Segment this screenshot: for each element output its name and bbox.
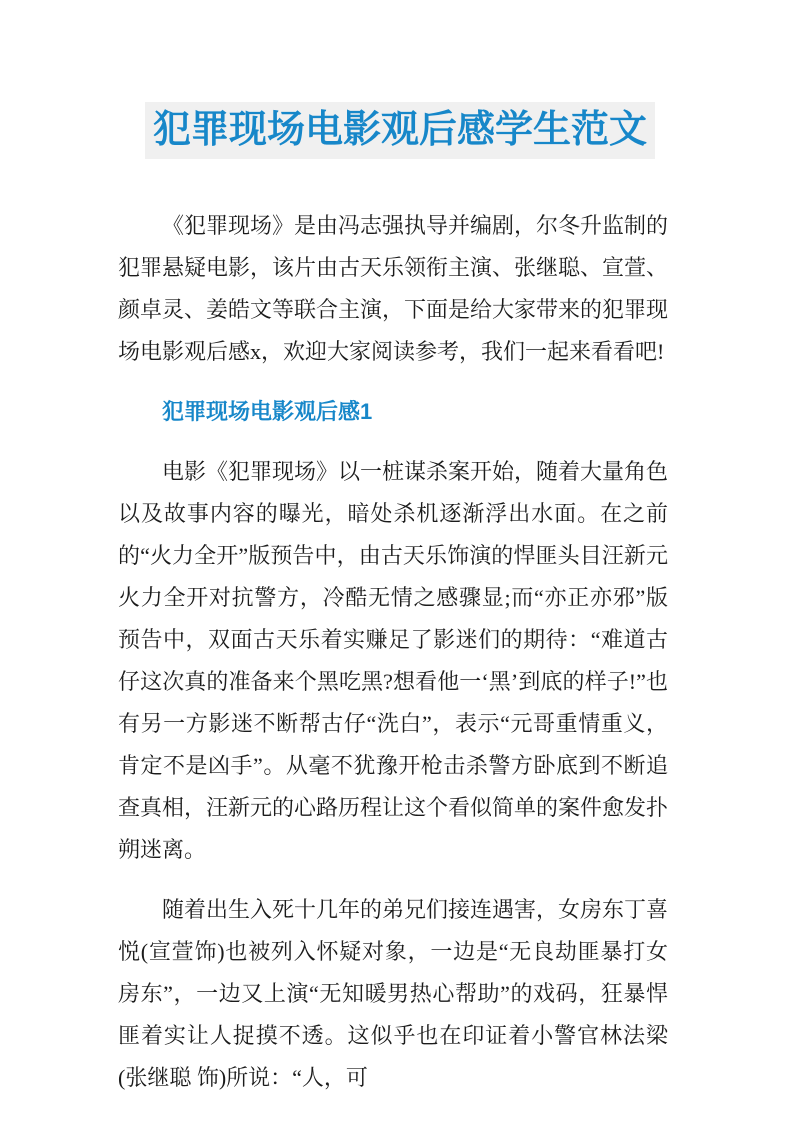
intro-paragraph: 《犯罪现场》是由冯志强执导并编剧，尔冬升监制的犯罪悬疑电影，该片由古天乐领衔主演、张继聪、宣萱、颜卓灵、姜皓文等联合主演，下面是给大家带来的犯罪现场电影观后感x，欢迎大家阅读参考，我们一起来看看吧!	[118, 213, 669, 364]
page-title	[0, 0, 800, 159]
review-paragraph-2: 随着出生入死十几年的弟兄们接连遇害，女房东丁喜悦(宣萱饰)也被列入怀疑对象，一边是“无良劫匪暴打女房东”，一边又上演“无知暖男热心帮助”的戏码，狂暴悍匪着实让人捉摸不透。这似乎也在印证着小警官林法梁(张继聪 饰)所说：“人，可	[118, 897, 669, 1090]
page-title-text: 犯罪现场电影观后感学生范文	[145, 102, 655, 159]
document-body	[118, 205, 668, 1099]
section-heading-review-1: 犯罪现场电影观后感1	[162, 399, 373, 424]
review-paragraph-1: 电影《犯罪现场》以一桩谋杀案开始，随着大量角色以及故事内容的曝光，暗处杀机逐渐浮出水面。在之前的“火力全开”版预告中，由古天乐饰演的悍匪头目汪新元火力全开对抗警方，冷酷无情之感骤显;而“亦正亦邪”版预告中，双面古天乐着实赚足了影迷们的期待：“难道古仔这次真的准备来个黑吃黑?想看他一‘黑’到底的样子!”也有另一方影迷不断帮古仔“洗白”，表示“元哥重情重义，肯定不是凶手”。从毫不犹豫开枪击杀警方卧底到不断追查真相，汪新元的心路历程让这个看似简单的案件愈发扑朔迷离。	[118, 459, 669, 862]
